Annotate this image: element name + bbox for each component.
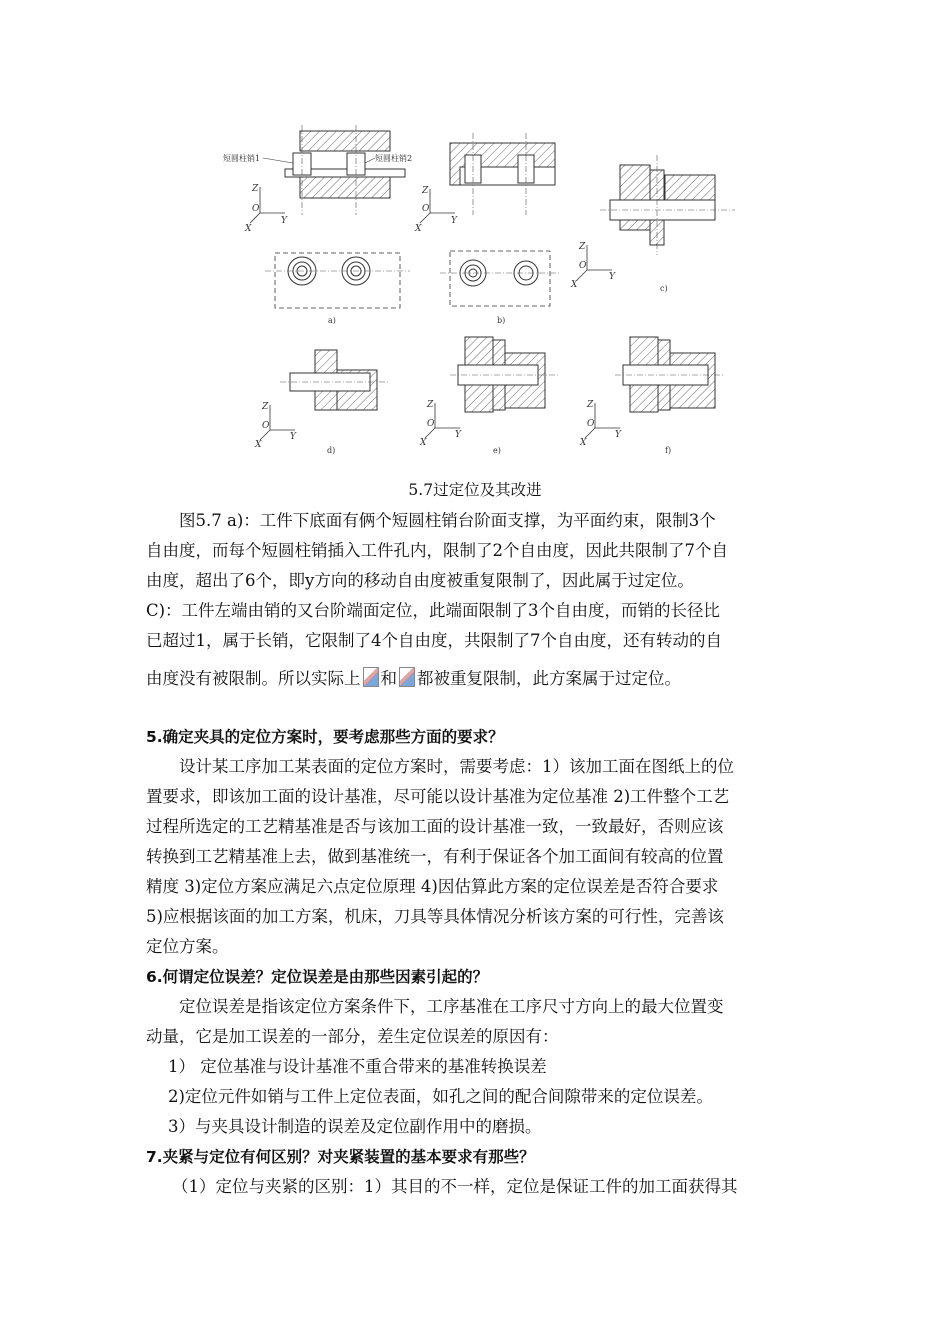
text-line: 动量，它是加工误差的一部分，差生定位误差的原因有： xyxy=(146,1027,559,1046)
axis-x-e: X xyxy=(420,438,427,448)
axis-z-d: Z xyxy=(262,402,269,412)
list-item: 3）与夹具设计制造的误差及定位副作用中的磨损。 xyxy=(168,1117,542,1136)
missing-formula-image-icon xyxy=(399,667,415,687)
section-q7 xyxy=(146,1142,814,1202)
axis-d xyxy=(254,402,297,450)
axis-a xyxy=(244,184,288,234)
axis-c xyxy=(570,242,616,290)
text-line: （1）定位与夹紧的区别：1）其目的不一样，定位是保证工件的加工面获得其 xyxy=(172,1177,738,1196)
text-line: 转换到工艺精基准上去，做到基准统一，有利于保证各个加工面间有较高的位置 xyxy=(146,847,724,866)
subfig-label-f: f) xyxy=(665,446,672,455)
paragraph-figure-explanation xyxy=(146,506,814,694)
axis-z-a: Z xyxy=(252,184,259,194)
text-line: 置要求，即该加工面的设计基准，尽可能以设计基准为定位基准 2)工件整个工艺 xyxy=(146,787,730,806)
axis-y-c: Y xyxy=(609,272,615,282)
axis-f xyxy=(579,400,622,448)
text-line: 5)应根据该面的加工方案，机床，刀具等具体情况分析该方案的可行性，完善该 xyxy=(146,907,724,926)
text-line: 自由度，而每个短圆柱销插入工件孔内，限制了2个自由度，因此共限制了7个自 xyxy=(146,541,728,560)
axis-x-f: X xyxy=(580,438,587,448)
axis-y-f: Y xyxy=(615,430,621,440)
subfig-label-a: a) xyxy=(328,316,336,325)
subfig-label-b: b) xyxy=(497,316,506,325)
text-segment: 和 xyxy=(380,669,397,688)
subfig-b-drawing xyxy=(440,133,560,306)
figure-caption: 5.7过定位及其改进 xyxy=(408,481,542,499)
subfig-d-drawing xyxy=(280,350,390,410)
list-item: 2)定位元件如销与工件上定位表面，如孔之间的配合间隙带来的定位误差。 xyxy=(168,1087,713,1106)
axis-y-d: Y xyxy=(290,432,296,442)
pin-label-1: 短圆柱销1 xyxy=(223,154,261,163)
axis-z-b: Z xyxy=(422,186,429,196)
axis-b xyxy=(414,186,458,234)
axis-z-e: Z xyxy=(427,400,434,410)
axis-x-b: X xyxy=(415,224,422,234)
axis-z-f: Z xyxy=(587,400,594,410)
axis-x-d: X xyxy=(255,440,262,450)
axis-o-f: O xyxy=(587,419,595,429)
text-line: 定位误差是指该定位方案条件下，工序基准在工序尺寸方向上的最大位置变 xyxy=(179,997,724,1016)
subfig-c-drawing xyxy=(600,155,735,255)
missing-formula-image-icon xyxy=(363,667,379,687)
axis-o-e: O xyxy=(427,419,435,429)
axis-y-e: Y xyxy=(455,430,461,440)
text-line: 定位方案。 xyxy=(146,937,229,956)
heading-q7: 7.夹紧与定位有何区别？对夹紧装置的基本要求有那些？ xyxy=(146,1148,535,1166)
section-q5 xyxy=(146,722,814,962)
subfig-label-c: c) xyxy=(660,284,668,293)
heading-q5: 5.确定夹具的定位方案时，要考虑那些方面的要求？ xyxy=(146,728,504,746)
axis-o-c: O xyxy=(579,261,587,271)
pin-label-2: 短圆柱销2 xyxy=(375,154,413,163)
axis-o-b: O xyxy=(422,204,430,214)
figure-overpositioning xyxy=(215,125,755,465)
subfig-e-drawing xyxy=(450,337,560,412)
axis-x-c: X xyxy=(571,280,578,290)
axis-y-a: Y xyxy=(281,216,287,226)
subfig-f-drawing xyxy=(615,337,725,412)
subfig-label-e: e) xyxy=(493,446,501,455)
text-line: 图5.7 a)：工件下底面有俩个短圆柱销台阶面支撑，为平面约束，限制3个 xyxy=(179,511,716,530)
text-line: 过程所选定的工艺精基准是否与该加工面的设计基准一致，一致最好，否则应该 xyxy=(146,817,724,836)
text-line: C)：工件左端由销的又台阶端面定位，此端面限制了3个自由度，而销的长径比 xyxy=(146,601,721,620)
text-line: 已超过1，属于长销，它限制了4个自由度，共限制了7个自由度，还有转动的自 xyxy=(146,631,722,650)
axis-o-d: O xyxy=(262,421,270,431)
text-line: 精度 3)定位方案应满足六点定位原理 4)因估算此方案的定位误差是否符合要求 xyxy=(146,877,719,896)
text-line: 设计某工序加工某表面的定位方案时，需要考虑：1）该加工面在图纸上的位 xyxy=(179,757,734,776)
axis-y-b: Y xyxy=(451,216,457,226)
list-item: 1） 定位基准与设计基准不重合带来的基准转换误差 xyxy=(168,1057,547,1076)
subfig-label-d: d) xyxy=(327,446,336,455)
axis-o-a: O xyxy=(252,204,260,214)
axis-e xyxy=(419,400,462,448)
text-segment: 由度没有被限制。所以实际上 xyxy=(146,669,361,688)
section-q6 xyxy=(146,962,814,1142)
text-line: 由度，超出了6个，即y方向的移动自由度被重复限制了，因此属于过定位。 xyxy=(146,571,694,590)
axis-x-a: X xyxy=(245,224,252,234)
axis-z-c: Z xyxy=(579,242,586,252)
text-line xyxy=(146,664,814,694)
heading-q6: 6.何谓定位误差？定位误差是由那些因素引起的？ xyxy=(146,968,489,986)
text-segment: 都被重复限制，此方案属于过定位。 xyxy=(417,669,681,688)
subfig-a-drawing xyxy=(223,125,412,308)
